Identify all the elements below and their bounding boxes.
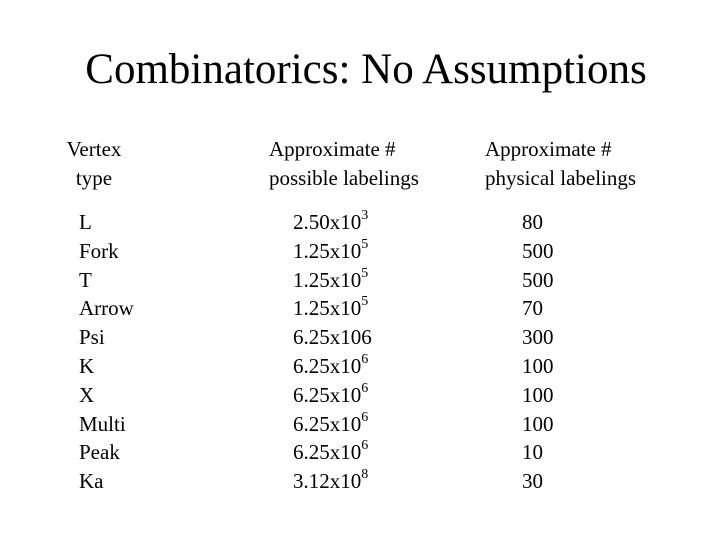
physical-labelings-header-line1: Approximate # [485,137,612,161]
vertex-type-header [54,135,134,192]
possible-labelings-cell [293,467,372,496]
vertex-type-cell: X [79,382,95,407]
physical-labelings-header-line2: physical labelings [485,165,637,190]
possible-base: 1.25x10 [293,296,362,321]
possible-base: 6.25x10 [293,440,362,465]
physical-labelings-cell: 500 [522,238,554,263]
possible-exponent: 6 [361,351,369,367]
possible-labelings-cell [293,208,372,237]
vertex-type-header-line2: type [75,165,113,190]
possible-exponent: 5 [361,236,369,252]
possible-exponent: 3 [361,208,369,223]
possible-base: 6.25x106 [293,325,372,350]
vertex-type-cell: Psi [79,325,105,350]
possible-labelings-cell [293,438,372,467]
possible-base: 1.25x10 [293,267,362,292]
slide-title: Combinatorics: No Assumptions [85,46,647,93]
vertex-type-cell: Ka [79,469,104,494]
physical-labelings-column [522,208,554,496]
possible-labelings-header-line2: possible labelings [269,165,419,190]
possible-base: 6.25x10 [293,382,362,407]
possible-exponent: 6 [361,438,369,454]
physical-labelings-cell: 100 [522,411,554,436]
possible-labelings-column [293,208,372,496]
physical-labelings-cell: 70 [522,296,543,321]
vertex-type-header-line1: Vertex [66,137,122,161]
vertex-type-cell: T [79,267,92,292]
physical-labelings-cell: 300 [522,325,554,350]
possible-labelings-header-line1: Approximate # [269,137,396,161]
vertex-type-cell: L [79,210,92,234]
physical-labelings-cell: 100 [522,353,554,378]
possible-exponent: 8 [361,467,369,483]
possible-labelings-cell [293,294,372,323]
physical-labelings-cell: 80 [522,210,543,234]
possible-labelings-cell [293,381,372,410]
possible-base: 3.12x10 [293,469,362,494]
physical-labelings-cell: 10 [522,440,543,465]
possible-exponent: 5 [361,294,369,310]
possible-base: 2.50x10 [293,210,362,234]
vertex-type-cell: K [79,353,95,378]
vertex-type-cell: Fork [79,238,119,263]
possible-labelings-header [269,135,419,192]
vertex-type-column [79,208,134,496]
physical-labelings-cell: 500 [522,267,554,292]
possible-labelings-cell [293,352,372,381]
possible-labelings-cell [293,266,372,295]
vertex-type-cell: Multi [79,411,126,436]
possible-exponent: 5 [361,265,369,281]
possible-base: 6.25x10 [293,353,362,378]
possible-labelings-cell [293,323,372,352]
physical-labelings-header [485,135,636,192]
possible-labelings-cell [293,237,372,266]
physical-labelings-cell: 100 [522,382,554,407]
vertex-type-cell: Arrow [79,296,134,321]
physical-labelings-cell: 30 [522,469,543,494]
possible-labelings-cell [293,410,372,439]
possible-base: 1.25x10 [293,238,362,263]
vertex-type-cell: Peak [79,440,120,465]
possible-exponent: 6 [361,380,369,396]
possible-exponent: 6 [361,409,369,425]
possible-base: 6.25x10 [293,411,362,436]
